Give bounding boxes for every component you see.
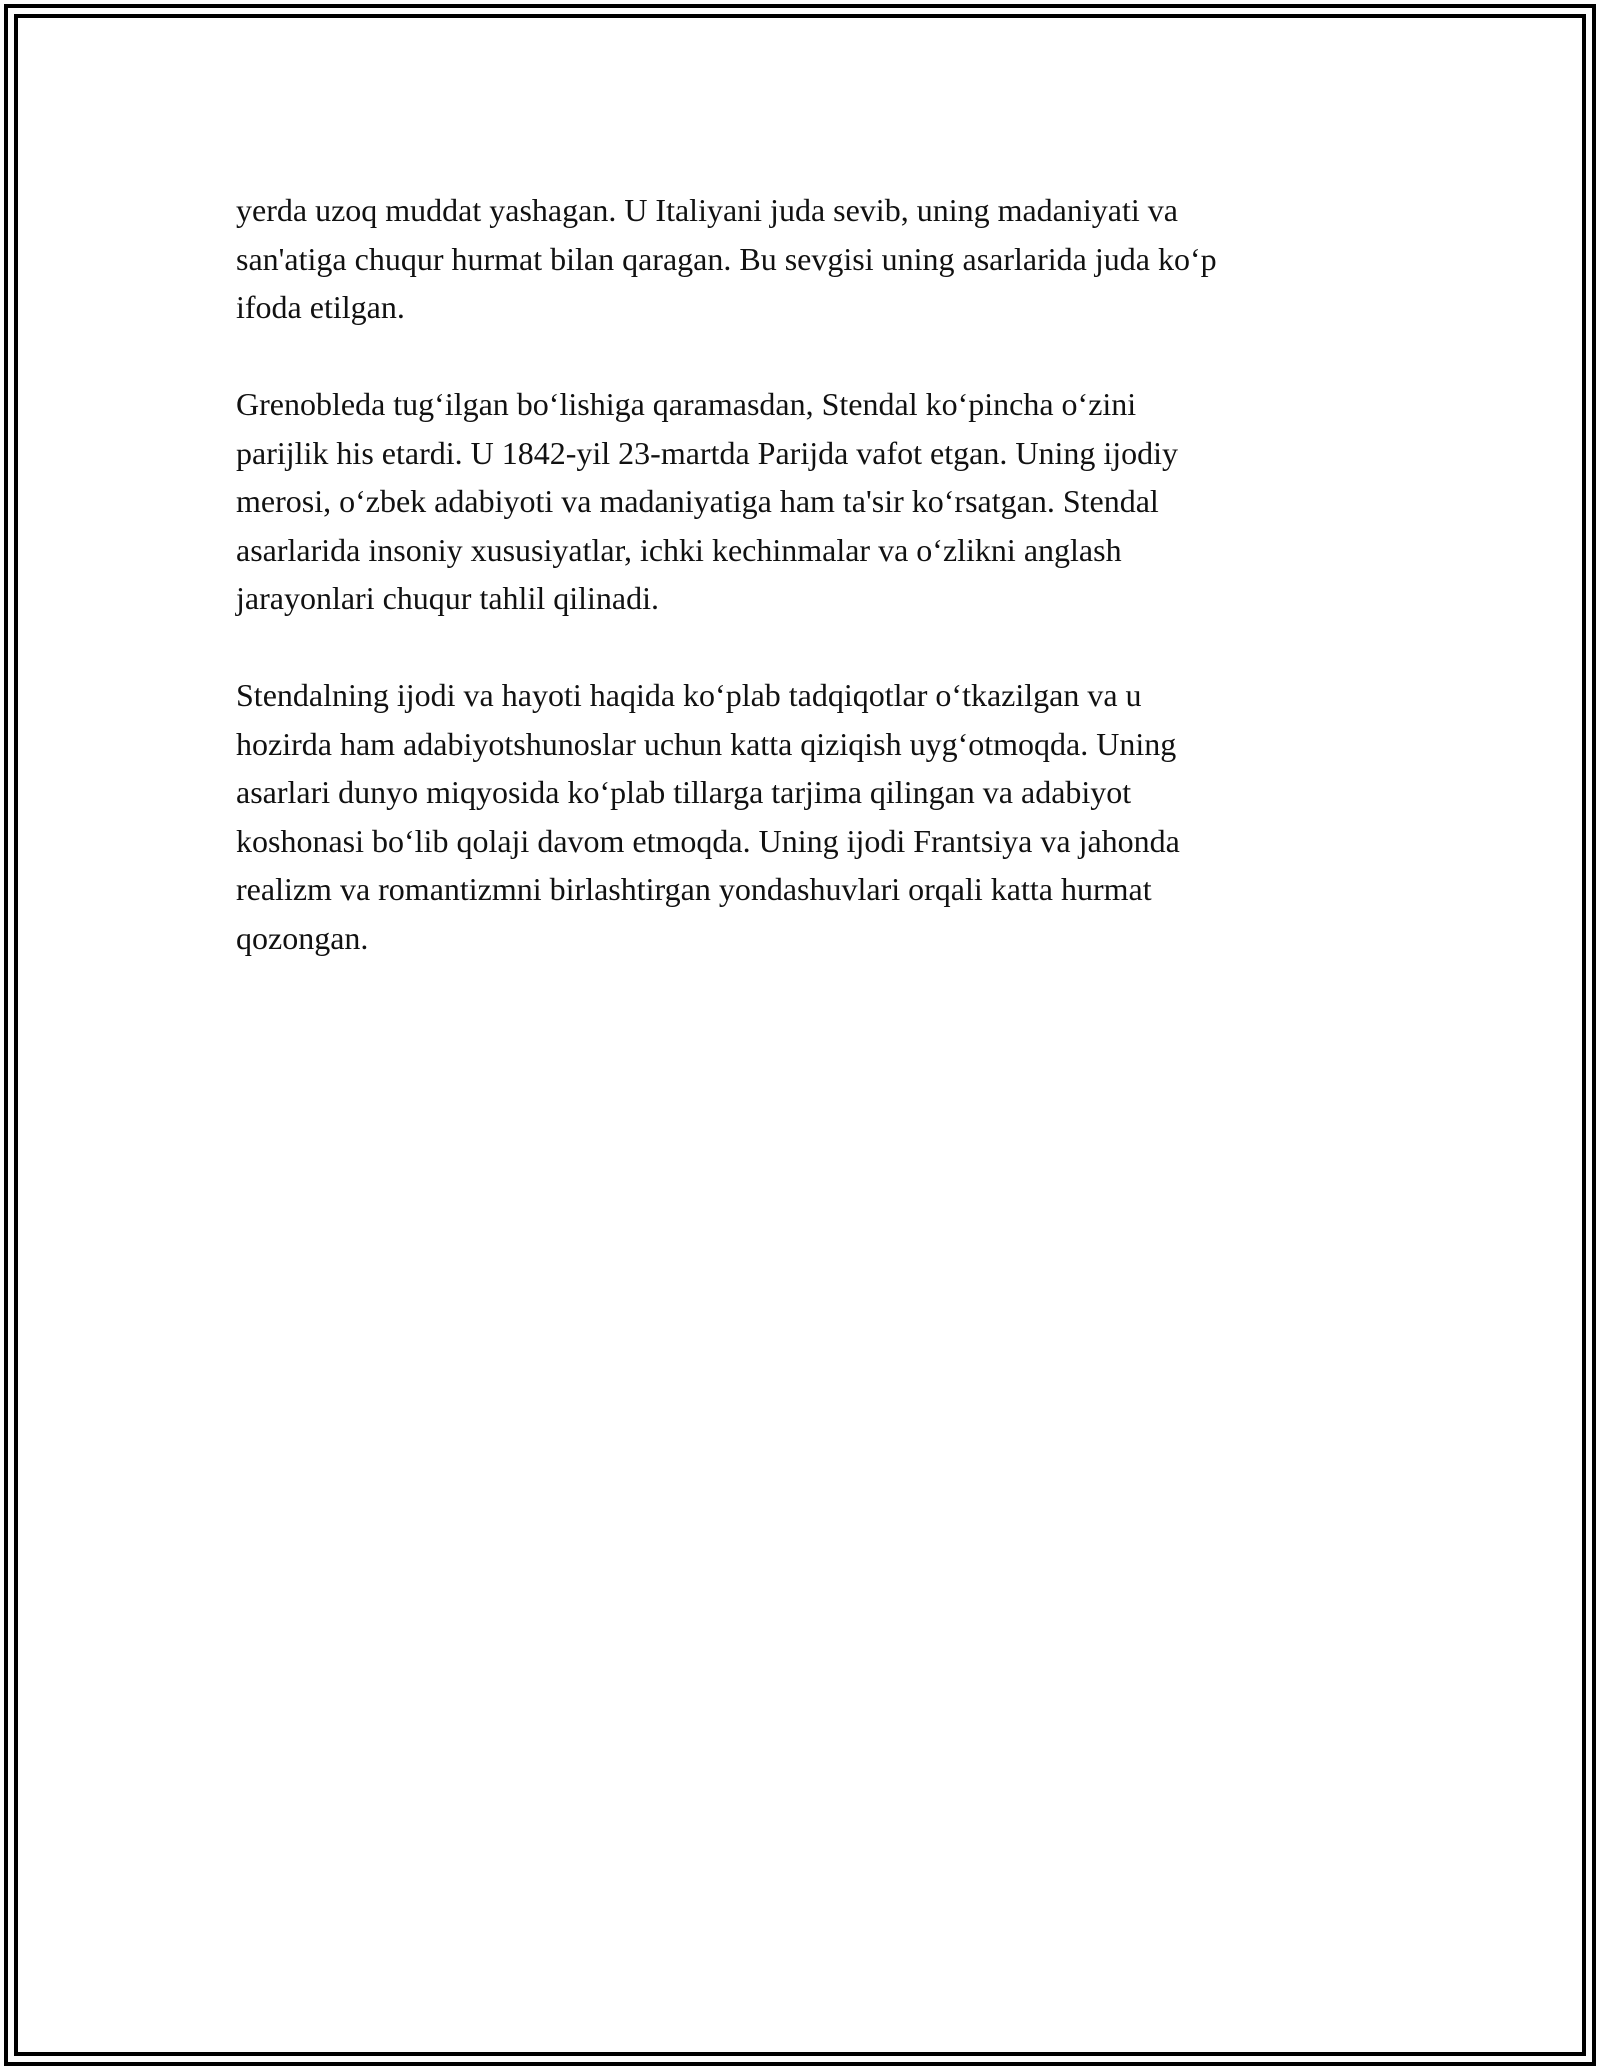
paragraph-italy: yerda uzoq muddat yashagan. U Italiyani juda sevib, uning madaniyati va san'atiga chuqur hurmat bilan qaragan. Bu sevgisi uning asarlarida juda ko‘p ifoda etilgan. [236,192,1217,325]
page-body [236,186,1376,1011]
paragraph-legacy: Stendalning ijodi va hayoti haqida ko‘plab tadqiqotlar o‘tkazilgan va u hozirda ham adabiyotshunoslar uchun katta qiziqish uyg‘otmoqda. Uning asarlari dunyo miqyosida ko‘plab tillarga tarjima qilingan va adabiyot koshonasi bo‘lib qolaji davom etmoqda. Uning ijodi Frantsiya va jahonda realizm va romantizmni birlashtirgan yondashuvlari orqali katta hurmat qozongan. [236,677,1180,956]
paragraph-grenoble: Grenobleda tug‘ilgan bo‘lishiga qaramasdan, Stendal ko‘pincha o‘zini parijlik his etardi. U 1842-yil 23-martda Parijda vafot etgan. Uning ijodiy merosi, o‘zbek adabiyoti va madaniyatiga ham ta'sir ko‘rsatgan. Stendal asarlarida insoniy xususiyatlar, ichki kechinmalar va o‘zlikni anglash jarayonlari chuqur tahlil qilinadi. [236,386,1179,616]
